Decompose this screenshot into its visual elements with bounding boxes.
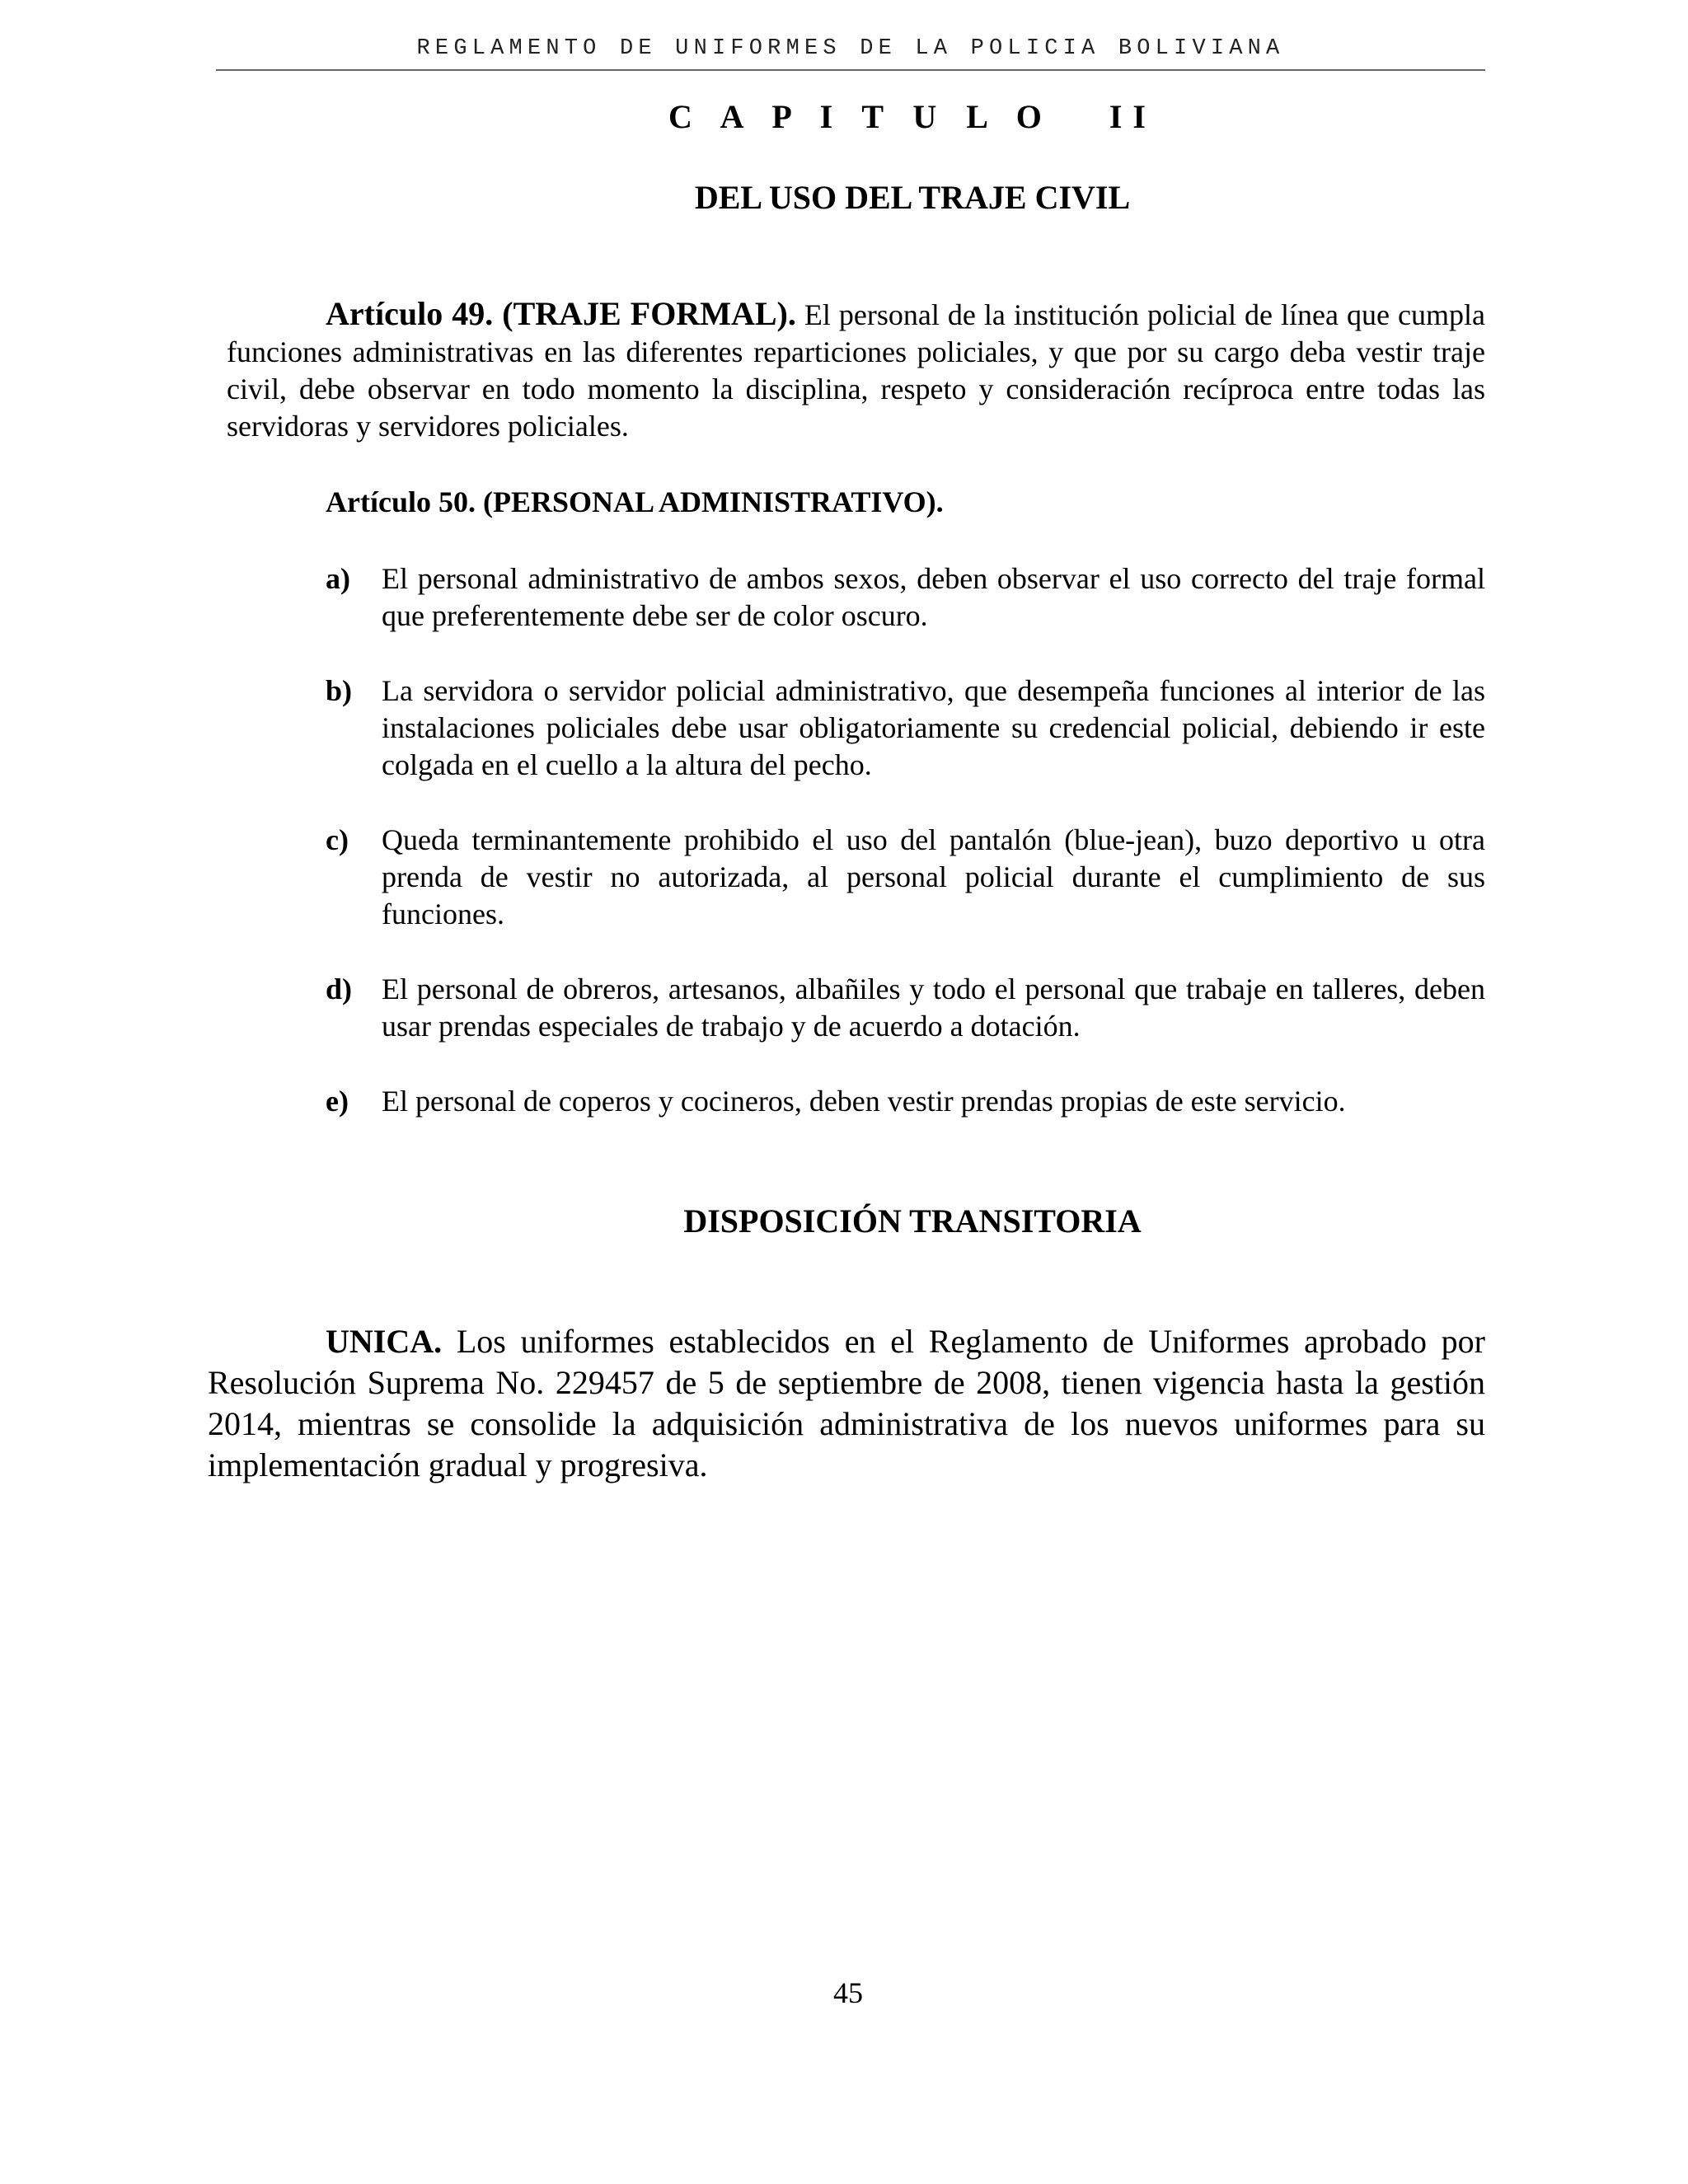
- unica-body: Los uniformes establecidos en el Reglamento de Uniformes aprobado por Resolución Suprema No. 229457 de 5 de septiembre de 2008, tienen vigencia hasta la gestión 2014, mientras se consolide la adquisición administrativa de los nuevos uniformes para su implementación gradual y progresiva.: [208, 1323, 1485, 1483]
- list-item-c: [326, 822, 1485, 933]
- list-marker: e): [326, 1085, 349, 1118]
- list-item-text: El personal de coperos y cocineros, deben vestir prendas propias de este servicio.: [382, 1085, 1346, 1118]
- list-item-a: [326, 560, 1485, 635]
- list-marker: b): [326, 674, 353, 707]
- chapter-title-text: C A P I T U L O II: [668, 98, 1156, 135]
- section-title: DEL USO DEL TRAJE CIVIL: [694, 179, 1131, 216]
- unica-heading: UNICA.: [326, 1323, 443, 1360]
- article-49-body: El personal de la institución policial de línea que cumpla funciones administrativas en las diferentes reparticiones policiales, y que por su cargo deba vestir traje civil, debe observar en todo momento la disciplina, respeto y consideración recíproca entre todas las servidoras y servidores policiales.: [227, 298, 1486, 443]
- list-item-d: [326, 971, 1485, 1045]
- list-item-text: El personal de obreros, artesanos, albañiles y todo el personal que trabaje en talleres, deben usar prendas especiales de trabajo y de acuerdo a dotación.: [382, 972, 1485, 1043]
- running-header: REGLAMENTO DE UNIFORMES DE LA POLICIA BOLIVIANA: [416, 36, 1285, 61]
- list-marker: c): [326, 823, 349, 856]
- list-item-text: La servidora o servidor policial administrativo, que desempeña funciones al interior de las instalaciones policiales debe usar obligatoriamente su credencial policial, debiendo ir este colgada en el cuello a la altura del pecho.: [382, 674, 1485, 781]
- list-item-text: El personal administrativo de ambos sexos, deben observar el uso correcto del traje formal que preferentemente debe ser de color oscuro.: [382, 562, 1485, 632]
- chapter-title: [0, 97, 1688, 136]
- list-marker: a): [326, 562, 350, 595]
- list-marker: d): [326, 972, 353, 1005]
- transitory-title: DISPOSICIÓN TRANSITORIA: [683, 1202, 1142, 1240]
- article-49-heading: Artículo 49. (TRAJE FORMAL).: [326, 295, 796, 332]
- article-49: [227, 295, 1485, 445]
- header-rule: [216, 69, 1485, 71]
- list-item-b: [326, 673, 1485, 784]
- page-number: 45: [833, 1976, 863, 2009]
- unica-paragraph: [208, 1321, 1485, 1486]
- list-item-text: Queda terminantemente prohibido el uso del pantalón (blue-jean), buzo deportivo u otra prenda de vestir no autorizada, al personal policial durante el cumplimiento de sus funciones.: [382, 823, 1485, 930]
- article-50-heading: Artículo 50. (PERSONAL ADMINISTRATIVO).: [326, 485, 944, 518]
- list-item-e: [326, 1083, 1485, 1120]
